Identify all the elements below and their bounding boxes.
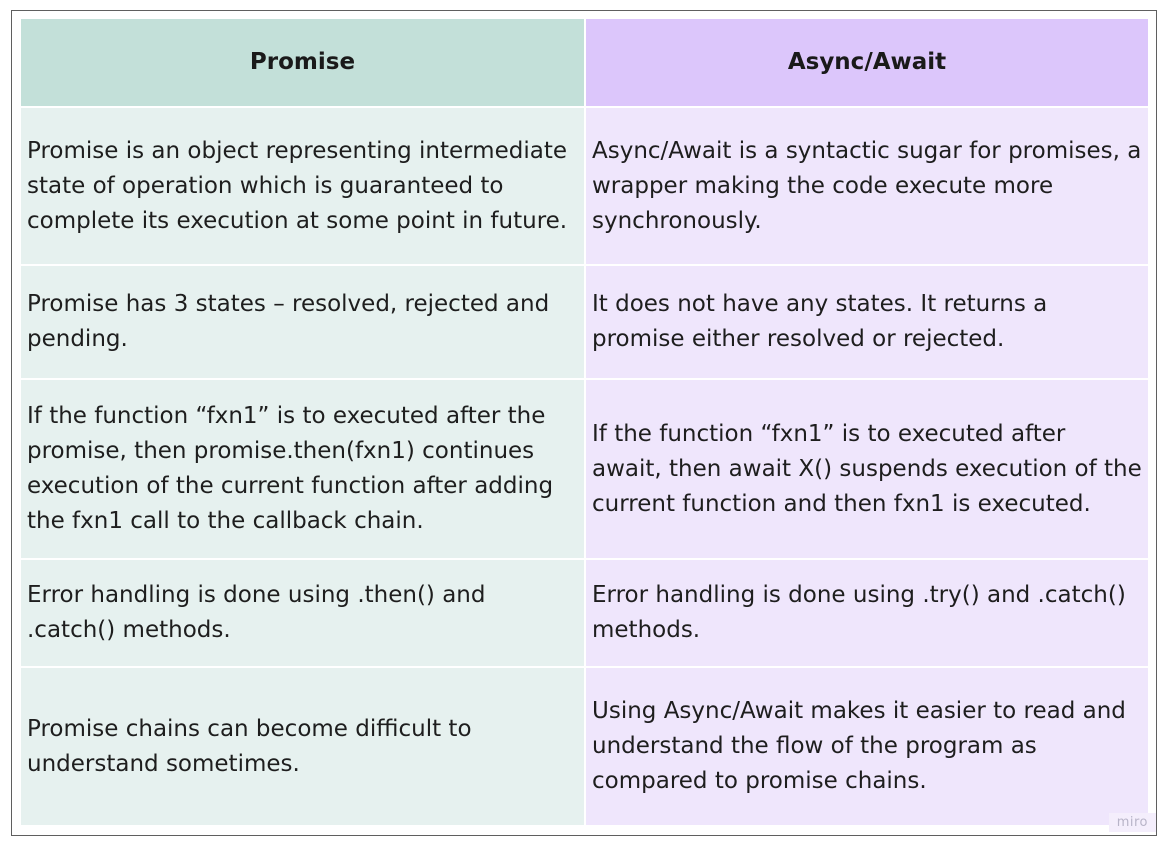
table-row bbox=[21, 667, 1149, 826]
promise-cell: Promise is an object representing intermediate state of operation which is guaranteed to complete its execution at some point in future. bbox=[21, 107, 585, 265]
async-await-cell: If the function “fxn1” is to executed after await, then await X() suspends execution of the current function and then fxn1 is executed. bbox=[585, 379, 1149, 559]
async-await-cell: It does not have any states. It returns a promise either resolved or rejected. bbox=[585, 265, 1149, 379]
table-row bbox=[21, 379, 1149, 559]
header-promise: Promise bbox=[21, 19, 585, 107]
async-await-cell: Async/Await is a syntactic sugar for promises, a wrapper making the code execute more synchronously. bbox=[585, 107, 1149, 265]
table-row bbox=[21, 265, 1149, 379]
async-await-cell: Using Async/Await makes it easier to read and understand the flow of the program as compared to promise chains. bbox=[585, 667, 1149, 826]
promise-cell: Promise has 3 states – resolved, rejected and pending. bbox=[21, 265, 585, 379]
miro-watermark: miro bbox=[1109, 813, 1156, 832]
promise-cell: Error handling is done using .then() and .catch() methods. bbox=[21, 559, 585, 667]
header-row bbox=[21, 19, 1149, 107]
header-async-await: Async/Await bbox=[585, 19, 1149, 107]
table-row bbox=[21, 107, 1149, 265]
promise-cell: If the function “fxn1” is to executed after the promise, then promise.then(fxn1) continues execution of the current function after adding the fxn1 call to the callback chain. bbox=[21, 379, 585, 559]
comparison-table bbox=[21, 19, 1150, 827]
promise-cell: Promise chains can become difficult to understand sometimes. bbox=[21, 667, 585, 826]
async-await-cell: Error handling is done using .try() and .catch() methods. bbox=[585, 559, 1149, 667]
table-row bbox=[21, 559, 1149, 667]
